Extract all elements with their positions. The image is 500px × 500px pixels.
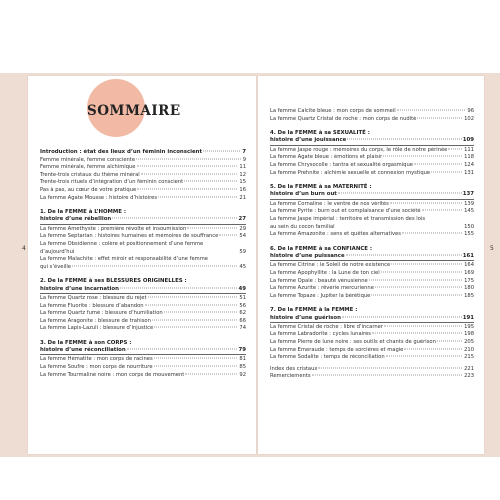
toc-entry-text: histoire d’une guérison bbox=[270, 314, 341, 321]
dot-leader bbox=[384, 325, 462, 326]
dot-leader bbox=[422, 210, 463, 211]
toc-section-title[interactable] bbox=[270, 191, 474, 199]
toc-entry[interactable] bbox=[270, 147, 474, 155]
toc-entry-text: 3. De la FEMME à son CORPS : bbox=[40, 339, 132, 346]
page-number-left: 4 bbox=[22, 245, 26, 252]
dot-leader bbox=[219, 235, 237, 236]
toc-page-number: 139 bbox=[464, 200, 474, 207]
dot-leader bbox=[347, 139, 461, 140]
toc-entry-text: 5. De la FEMME à sa MATERNITÉ : bbox=[270, 184, 372, 191]
toc-entry-text: La femme Aragonite : blessure de trahison bbox=[40, 317, 151, 324]
toc-entry-text: La femme Quartz Cristal de roche : mon corps de nudité bbox=[270, 115, 417, 122]
toc-page-number: 118 bbox=[464, 154, 474, 161]
toc-entry-text: La femme Septarian : histoires humaines et mémoires de souffrance bbox=[40, 233, 219, 240]
toc-page-number: 85 bbox=[239, 364, 246, 371]
toc-entry-text: La femme Labradorite : cycles lunaires bbox=[270, 331, 371, 338]
toc-entry[interactable] bbox=[40, 325, 246, 333]
toc-entry-text: La femme Opale : beauté vénusienne bbox=[270, 277, 368, 284]
toc-entry-text: 1. De la FEMME à L’HOMME : bbox=[40, 209, 126, 216]
toc-entry-text: La femme Agate Mousse : histoire d’histoires bbox=[40, 194, 158, 201]
toc-entry[interactable] bbox=[270, 224, 474, 232]
toc-page-number: 185 bbox=[464, 292, 474, 299]
toc-entry[interactable] bbox=[40, 179, 246, 187]
toc-entry-text: La femme Topaze : Jupiter la bérétique bbox=[270, 292, 371, 299]
toc-entry-text: La femme Sodalite : temps de réconciliation bbox=[270, 354, 385, 361]
toc-entry-text: La femme Quartz fumé : blessure d’humiliation bbox=[40, 310, 163, 317]
toc-entry-text: La femme Azurite : rêverie mercurienne bbox=[270, 285, 374, 292]
toc-page-number: 221 bbox=[464, 365, 474, 372]
dot-leader bbox=[184, 181, 237, 182]
toc-entry-text: histoire d’une jouissance bbox=[270, 137, 347, 144]
toc-entry-text: Femme minérale, femme alchimique bbox=[40, 164, 136, 171]
dot-leader bbox=[371, 294, 462, 295]
toc-section-title[interactable] bbox=[270, 246, 474, 253]
toc-section-title[interactable] bbox=[270, 184, 474, 191]
toc-entry-text: La femme Citrine : le Soleil de notre existence bbox=[270, 262, 391, 269]
toc-page-number: 74 bbox=[239, 325, 246, 332]
dot-leader bbox=[137, 166, 238, 167]
toc-entry[interactable] bbox=[270, 216, 474, 224]
toc-entry-text: La femme Jaspe impérial : territoire et transmission des lois bbox=[270, 215, 426, 222]
toc-entry-text: histoire d’une rébellion bbox=[40, 216, 112, 223]
dot-leader bbox=[372, 333, 462, 334]
dot-leader bbox=[137, 188, 237, 189]
toc-page-number: 155 bbox=[464, 231, 474, 238]
toc-entry[interactable] bbox=[40, 372, 246, 380]
toc-page-number: 54 bbox=[239, 233, 246, 240]
toc-entry-text: La femme Obsidienne : colère et positionnement d’une femme bbox=[40, 240, 204, 247]
toc-entry[interactable] bbox=[270, 116, 474, 124]
dot-leader bbox=[383, 156, 462, 157]
toc-entry[interactable] bbox=[270, 154, 474, 162]
dot-leader bbox=[112, 218, 237, 219]
toc-entry-text: au sein du cocon familial bbox=[270, 223, 335, 230]
toc-entry[interactable] bbox=[40, 264, 246, 272]
toc-entry-text: La femme Agate bleue : émotions et plaisir bbox=[270, 154, 383, 161]
toc-entry-text: Introduction : état des lieux d’un féminin inconscient bbox=[40, 149, 203, 155]
dot-leader bbox=[369, 279, 462, 280]
dot-leader bbox=[145, 304, 238, 305]
toc-entry[interactable] bbox=[270, 285, 474, 293]
dot-leader bbox=[120, 287, 238, 288]
dot-leader bbox=[164, 312, 238, 313]
toc-page-number: 111 bbox=[464, 146, 474, 153]
toc-entry-text: La femme Amazonite : sens et quêtes alternatives bbox=[270, 231, 401, 238]
toc-page-number: 161 bbox=[462, 253, 474, 260]
toc-entry-text: La femme Malachite : effet miroir et responsabilité d’une femme bbox=[40, 256, 208, 263]
dot-leader bbox=[127, 349, 238, 350]
page-title: SOMMAIRE bbox=[87, 103, 181, 119]
toc-page-number: 81 bbox=[239, 356, 246, 363]
toc-section-title[interactable] bbox=[270, 253, 474, 261]
toc-section-title[interactable] bbox=[270, 137, 474, 145]
toc-entry[interactable] bbox=[40, 303, 246, 311]
toc-page-number: 21 bbox=[239, 194, 246, 201]
toc-page-number: 124 bbox=[464, 161, 474, 168]
toc-entry-text: 4. De la FEMME à sa SEXUALITÉ : bbox=[270, 130, 370, 137]
toc-page-number: 9 bbox=[242, 156, 246, 163]
toc-entry[interactable] bbox=[40, 164, 246, 172]
dot-leader bbox=[437, 341, 462, 342]
toc-entry[interactable] bbox=[270, 170, 474, 178]
toc-entry[interactable] bbox=[40, 149, 246, 157]
toc-page-number: 15 bbox=[239, 179, 246, 186]
dot-leader bbox=[318, 367, 462, 368]
dot-leader bbox=[141, 173, 238, 174]
toc-entry-text: Pas à pas, au cœur de votre pratique bbox=[40, 186, 137, 193]
toc-section-title[interactable] bbox=[40, 286, 246, 294]
toc-entry[interactable] bbox=[40, 233, 246, 241]
toc-entry-text: La femme Cristal de roche : libre d’incarner bbox=[270, 323, 383, 330]
toc-entry[interactable] bbox=[40, 256, 246, 264]
toc-entry[interactable] bbox=[40, 226, 246, 234]
toc-page-number: 215 bbox=[464, 354, 474, 361]
toc-entry[interactable] bbox=[40, 295, 246, 303]
toc-page-number: 131 bbox=[464, 169, 474, 176]
dot-leader bbox=[185, 373, 237, 374]
toc-entry[interactable] bbox=[270, 373, 474, 381]
toc-page-number: 12 bbox=[239, 171, 246, 178]
left-page bbox=[28, 76, 256, 454]
toc-entry[interactable] bbox=[270, 208, 474, 216]
toc-entry[interactable] bbox=[40, 310, 246, 318]
toc-entry-text: 6. De la FEMME à sa CONFIANCE : bbox=[270, 245, 373, 252]
dot-leader bbox=[152, 319, 238, 320]
dot-leader bbox=[154, 358, 238, 359]
dot-leader bbox=[158, 196, 237, 197]
right-page bbox=[258, 76, 484, 454]
toc-entry-text: La femme Quartz rose : blessure du rejet bbox=[40, 294, 147, 301]
toc-section-title[interactable] bbox=[270, 307, 474, 314]
toc-left-column bbox=[40, 149, 246, 379]
spacer bbox=[270, 239, 474, 246]
toc-page-number: 191 bbox=[462, 314, 474, 321]
toc-entry[interactable] bbox=[40, 249, 246, 257]
toc-entry-text: d’aujourd’hui bbox=[40, 248, 75, 255]
dot-leader bbox=[72, 265, 237, 266]
toc-entry-text: qui s’éveille bbox=[40, 263, 71, 270]
dot-leader bbox=[346, 255, 462, 256]
toc-page-number: 175 bbox=[464, 277, 474, 284]
toc-page-number: 180 bbox=[464, 285, 474, 292]
toc-entry[interactable] bbox=[270, 162, 474, 170]
toc-entry-text: Index des cristaux bbox=[270, 365, 318, 372]
toc-entry-text: histoire d’une puissance bbox=[270, 253, 345, 260]
toc-section-title[interactable] bbox=[270, 130, 474, 137]
toc-entry-text: La femme Hématite : mon corps de racines bbox=[40, 356, 153, 363]
toc-page-number: 27 bbox=[238, 216, 246, 223]
toc-page-number: 92 bbox=[239, 371, 246, 378]
toc-entry[interactable] bbox=[40, 172, 246, 180]
toc-entry[interactable] bbox=[270, 354, 474, 362]
toc-page-number: 137 bbox=[462, 191, 474, 198]
toc-entry[interactable] bbox=[40, 157, 246, 165]
toc-entry[interactable] bbox=[270, 331, 474, 339]
toc-page-number: 49 bbox=[238, 285, 246, 292]
toc-entry-text: La femme Pierre de lune noire : ses outils et chants de guérison bbox=[270, 339, 436, 346]
toc-entry[interactable] bbox=[270, 262, 474, 270]
toc-entry[interactable] bbox=[270, 201, 474, 209]
dot-leader bbox=[386, 356, 462, 357]
toc-entry-text: Trente-trois rituels d’intégration d’un féminin conscient bbox=[40, 179, 184, 186]
toc-entry[interactable] bbox=[270, 347, 474, 355]
toc-page-number: 96 bbox=[467, 108, 474, 114]
toc-page-number: 11 bbox=[239, 164, 246, 171]
toc-entry[interactable] bbox=[40, 356, 246, 364]
dot-leader bbox=[375, 287, 462, 288]
toc-entry[interactable] bbox=[270, 108, 474, 116]
toc-entry-text: histoire d’une incarnation bbox=[40, 285, 119, 292]
dot-leader bbox=[381, 271, 462, 272]
toc-page-number: 210 bbox=[464, 346, 474, 353]
dot-leader bbox=[312, 375, 463, 376]
toc-page-number: 198 bbox=[464, 331, 474, 338]
toc-entry-text: La femme Prehnite : alchimie sexuelle et connexion mystique bbox=[270, 169, 431, 176]
toc-entry[interactable] bbox=[270, 293, 474, 301]
page-number-right: 5 bbox=[490, 245, 494, 252]
toc-entry[interactable] bbox=[270, 366, 474, 374]
dot-leader bbox=[404, 348, 462, 349]
toc-entry[interactable] bbox=[40, 318, 246, 326]
toc-entry[interactable] bbox=[40, 241, 246, 249]
toc-entry-text: Remerciements bbox=[270, 373, 311, 380]
toc-page-number: 16 bbox=[239, 186, 246, 193]
toc-entry[interactable] bbox=[40, 364, 246, 372]
toc-page-number: 109 bbox=[462, 137, 474, 144]
toc-entry[interactable] bbox=[270, 270, 474, 278]
toc-entry[interactable] bbox=[270, 278, 474, 286]
toc-page-number: 51 bbox=[239, 294, 246, 301]
toc-page-number: 66 bbox=[239, 317, 246, 324]
dot-leader bbox=[397, 110, 466, 111]
dot-leader bbox=[148, 296, 238, 297]
dot-leader bbox=[338, 193, 462, 194]
toc-page-number: 7 bbox=[242, 149, 246, 155]
toc-page-number: 223 bbox=[464, 373, 474, 380]
dot-leader bbox=[136, 158, 241, 159]
toc-section-title[interactable] bbox=[270, 315, 474, 323]
toc-page-number: 150 bbox=[464, 223, 474, 230]
toc-entry-text: 2. De la FEMME à ses BLESSURES ORIGINELLES : bbox=[40, 278, 187, 285]
toc-entry-text: 7. De la FEMME à la FEMME : bbox=[270, 307, 358, 314]
toc-page-number: 59 bbox=[239, 248, 246, 255]
toc-section-title[interactable] bbox=[40, 278, 246, 285]
toc-page-number: 164 bbox=[464, 262, 474, 269]
toc-entry-text: La femme Cornaline : le ventre de nos vérités bbox=[270, 200, 389, 207]
dot-leader bbox=[154, 366, 238, 367]
toc-entry-text: La femme Soufre : mon corps de nourriture bbox=[40, 364, 153, 371]
toc-entry-text: Femme minérale, femme consciente bbox=[40, 156, 136, 163]
toc-entry[interactable] bbox=[40, 195, 246, 203]
toc-page-number: 45 bbox=[239, 263, 246, 270]
toc-entry-text: La femme Jaspe rouge : mémoires du corps, le rôle de notre périnée bbox=[270, 146, 448, 153]
toc-page-number: 195 bbox=[464, 323, 474, 330]
toc-right-column bbox=[270, 108, 474, 381]
toc-page-number: 205 bbox=[464, 339, 474, 346]
toc-page-number: 62 bbox=[239, 310, 246, 317]
toc-entry-text: La femme Lapis-Lazuli : blessure d’injustice bbox=[40, 325, 154, 332]
toc-entry[interactable] bbox=[270, 231, 474, 239]
toc-entry-text: La femme Apophyllite : la Lune de ton ciel bbox=[270, 269, 380, 276]
toc-section-title[interactable] bbox=[40, 347, 246, 355]
toc-entry-text: La femme Calcite bleue : mon corps de sommeil bbox=[270, 108, 396, 114]
toc-entry-text: La femme Chrysocolle : tantra et sexualité orgasmique bbox=[270, 161, 413, 168]
dot-leader bbox=[390, 202, 462, 203]
toc-page-number: 102 bbox=[464, 115, 474, 122]
toc-page-number: 169 bbox=[464, 269, 474, 276]
dot-leader bbox=[187, 227, 237, 228]
dot-leader bbox=[402, 233, 462, 234]
toc-entry-text: La femme Émeraude : temps de sorcières et magie bbox=[270, 346, 404, 353]
dot-leader bbox=[431, 171, 462, 172]
toc-entry-text: La femme Amethyste : première révolte et insoumission bbox=[40, 225, 187, 232]
toc-entry[interactable] bbox=[270, 339, 474, 347]
toc-page-number: 56 bbox=[239, 302, 246, 309]
toc-entry-text: Trente-trois cristaux du thème minéral bbox=[40, 171, 140, 178]
dot-leader bbox=[154, 327, 237, 328]
spacer bbox=[40, 333, 246, 340]
dot-leader bbox=[417, 117, 462, 118]
toc-entry-text: La femme Fluorite : blessure d’abandon bbox=[40, 302, 144, 309]
dot-leader bbox=[342, 316, 462, 317]
dot-leader bbox=[391, 264, 462, 265]
dot-leader bbox=[203, 151, 240, 152]
toc-entry-text: La femme Pyrite : burn out et complaisance d’une société bbox=[270, 208, 421, 215]
toc-entry[interactable] bbox=[40, 187, 246, 195]
dot-leader bbox=[414, 163, 462, 164]
toc-entry-text: histoire d’un burn out bbox=[270, 191, 337, 198]
toc-page-number: 29 bbox=[239, 225, 246, 232]
dot-leader bbox=[448, 148, 462, 149]
toc-entry[interactable] bbox=[270, 324, 474, 332]
toc-section-title[interactable] bbox=[40, 216, 246, 224]
toc-entry-text: La femme Tourmaline noire : mon corps de mouvement bbox=[40, 371, 185, 378]
toc-entry-text: histoire d’une réconciliation bbox=[40, 347, 126, 354]
toc-page-number: 145 bbox=[464, 208, 474, 215]
toc-page-number: 79 bbox=[238, 347, 246, 354]
